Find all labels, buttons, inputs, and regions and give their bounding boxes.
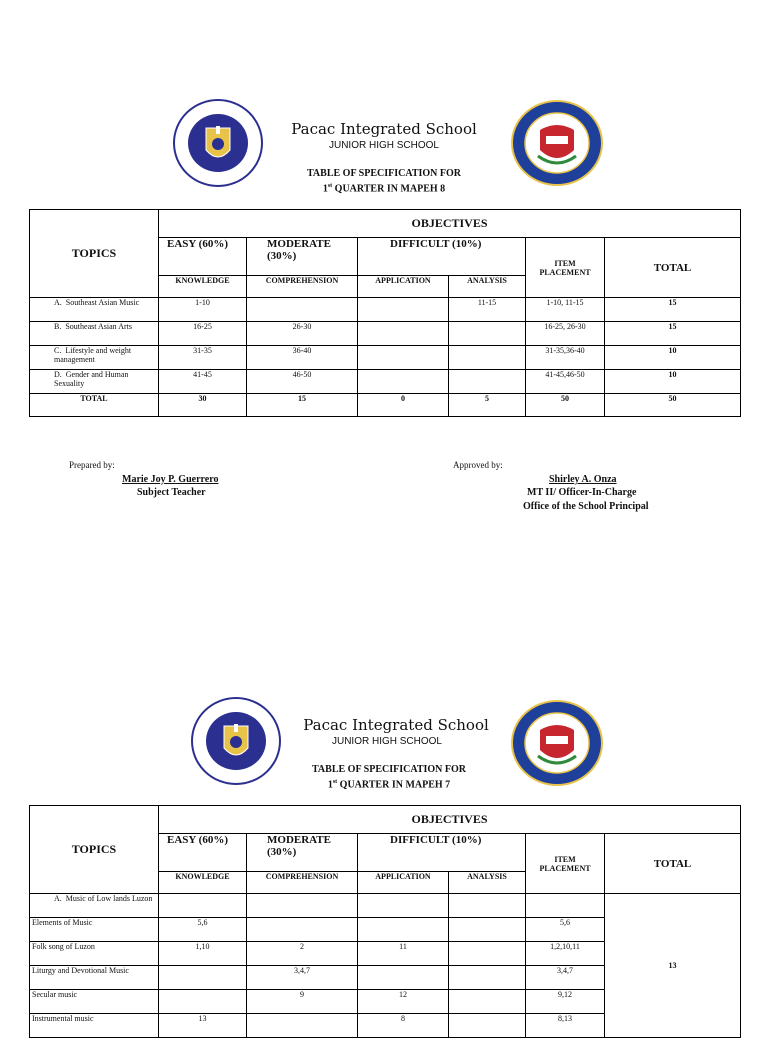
placement-cell: 3,4,7 xyxy=(526,966,605,990)
school-level: JUNIOR HIGH SCHOOL xyxy=(331,736,442,747)
analysis-cell xyxy=(449,918,526,942)
topic-letter: A. xyxy=(54,298,62,307)
knowledge-total: 30 xyxy=(159,394,247,417)
placement-cell: 5,6 xyxy=(526,918,605,942)
subtopic-cell: Secular music xyxy=(30,990,159,1014)
total-row-label: TOTAL xyxy=(30,394,159,417)
topic-group-cell xyxy=(30,894,159,918)
total-header: TOTAL xyxy=(605,238,741,298)
comprehension-cell xyxy=(247,298,358,322)
tos-title-sup: st xyxy=(327,183,333,189)
knowledge-cell: 1,10 xyxy=(159,942,247,966)
tos-title xyxy=(0,167,768,195)
table-row xyxy=(30,894,741,918)
placement-cell: 9,12 xyxy=(526,990,605,1014)
subtopic-cell: Folk song of Luzon xyxy=(30,942,159,966)
analysis-cell xyxy=(449,966,526,990)
prepared-by-role: Subject Teacher xyxy=(137,487,206,498)
topic-letter: B. xyxy=(54,322,62,331)
comprehension-cell xyxy=(247,1014,358,1038)
topic-name: Music of Low lands Luzon xyxy=(65,894,153,903)
analysis-total: 5 xyxy=(449,394,526,417)
tos-title-sup: st xyxy=(332,779,338,785)
topic-letter: A. xyxy=(54,894,62,903)
placement-cell: 1,2,10,11 xyxy=(526,942,605,966)
placement-cell: 8,13 xyxy=(526,1014,605,1038)
empty-cell xyxy=(358,894,449,918)
analysis-cell: 11-15 xyxy=(449,298,526,322)
group-total-cell: 13 xyxy=(605,894,741,1038)
placement-cell: 16-25, 26-30 xyxy=(526,322,605,346)
empty-cell xyxy=(159,894,247,918)
topic-name: Gender and Human Sexuality xyxy=(54,370,129,388)
comprehension-total: 15 xyxy=(247,394,358,417)
knowledge-header: KNOWLEDGE xyxy=(159,872,247,894)
knowledge-cell xyxy=(159,966,247,990)
tos-title-line2: QUARTER IN MAPEH 8 xyxy=(334,183,446,195)
school-level: JUNIOR HIGH SCHOOL xyxy=(328,140,439,151)
approved-by-office: Office of the School Principal xyxy=(523,501,649,512)
analysis-cell xyxy=(449,942,526,966)
application-cell xyxy=(358,918,449,942)
placement-cell: 41-45,46-50 xyxy=(526,370,605,394)
comprehension-cell: 46-50 xyxy=(247,370,358,394)
subtopic-cell: Instrumental music xyxy=(30,1014,159,1038)
application-cell: 11 xyxy=(358,942,449,966)
analysis-cell xyxy=(449,346,526,370)
application-header: APPLICATION xyxy=(358,872,449,894)
empty-cell xyxy=(526,894,605,918)
analysis-header: ANALYSIS xyxy=(449,872,526,894)
topic-letter: C. xyxy=(54,346,62,355)
comprehension-header: COMPREHENSION xyxy=(247,276,358,298)
total-cell: 10 xyxy=(605,346,741,370)
prepared-by-name: Marie Joy P. Guerrero xyxy=(122,474,219,485)
comprehension-cell: 2 xyxy=(247,942,358,966)
application-cell: 12 xyxy=(358,990,449,1014)
placement-cell: 31-35,36-40 xyxy=(526,346,605,370)
grand-total: 50 xyxy=(605,394,741,417)
placement-cell: 1-10, 11-15 xyxy=(526,298,605,322)
application-cell xyxy=(358,966,449,990)
total-cell: 10 xyxy=(605,370,741,394)
moderate-header: MODERATE (30%) xyxy=(247,238,358,276)
comprehension-header: COMPREHENSION xyxy=(247,872,358,894)
approved-by-role: MT II/ Officer-In-Charge xyxy=(527,487,637,498)
empty-cell xyxy=(247,894,358,918)
difficult-header: DIFFICULT (10%) xyxy=(358,238,526,276)
tos-title-line1: TABLE OF SPECIFICATION FOR xyxy=(307,168,461,179)
analysis-cell xyxy=(449,990,526,1014)
table-row xyxy=(30,370,741,394)
knowledge-cell: 31-35 xyxy=(159,346,247,370)
easy-header: EASY (60%) xyxy=(159,238,247,276)
knowledge-cell: 13 xyxy=(159,1014,247,1038)
table-row xyxy=(30,298,741,322)
topics-header: TOPICS xyxy=(30,210,159,298)
application-cell xyxy=(358,298,449,322)
objectives-header: OBJECTIVES xyxy=(159,806,741,834)
school-name: Pacac Integrated School xyxy=(303,716,489,734)
total-cell: 15 xyxy=(605,298,741,322)
placement-total: 50 xyxy=(526,394,605,417)
item-placement-header: ITEM PLACEMENT xyxy=(526,238,605,298)
knowledge-cell: 1-10 xyxy=(159,298,247,322)
objectives-header: OBJECTIVES xyxy=(159,210,741,238)
topics-header: TOPICS xyxy=(30,806,159,894)
application-cell xyxy=(358,322,449,346)
tos-title-line1: TABLE OF SPECIFICATION FOR xyxy=(312,764,466,775)
comprehension-cell xyxy=(247,918,358,942)
analysis-cell xyxy=(449,1014,526,1038)
analysis-cell xyxy=(449,322,526,346)
empty-cell xyxy=(449,894,526,918)
analysis-cell xyxy=(449,370,526,394)
topic-cell xyxy=(30,370,159,394)
topic-cell xyxy=(30,298,159,322)
specification-table-mapeh7 xyxy=(29,805,741,1038)
moderate-header: MODERATE (30%) xyxy=(247,834,358,872)
topic-cell xyxy=(30,322,159,346)
total-row xyxy=(30,394,741,417)
subtopic-cell: Elements of Music xyxy=(30,918,159,942)
application-cell xyxy=(358,346,449,370)
difficult-header: DIFFICULT (10%) xyxy=(358,834,526,872)
subtopic-cell: Liturgy and Devotional Music xyxy=(30,966,159,990)
prepared-by-label: Prepared by: xyxy=(69,460,115,470)
approved-by-name: Shirley A. Onza xyxy=(549,474,617,485)
total-cell: 15 xyxy=(605,322,741,346)
knowledge-cell xyxy=(159,990,247,1014)
topic-name: Southeast Asian Arts xyxy=(65,322,133,331)
specification-table-mapeh8 xyxy=(29,209,741,417)
school-name: Pacac Integrated School xyxy=(291,120,477,138)
tos-title-ordinal: 1 xyxy=(322,183,328,195)
knowledge-cell: 16-25 xyxy=(159,322,247,346)
total-header: TOTAL xyxy=(605,834,741,894)
knowledge-cell: 5,6 xyxy=(159,918,247,942)
topic-name: Lifestyle and weight management xyxy=(54,346,132,364)
item-placement-header: ITEM PLACEMENT xyxy=(526,834,605,894)
comprehension-cell: 36-40 xyxy=(247,346,358,370)
knowledge-cell: 41-45 xyxy=(159,370,247,394)
topic-name: Southeast Asian Music xyxy=(65,298,140,307)
comprehension-cell: 26-30 xyxy=(247,322,358,346)
table-row xyxy=(30,322,741,346)
comprehension-cell: 9 xyxy=(247,990,358,1014)
tos-title xyxy=(5,763,768,791)
tos-title-line2: QUARTER IN MAPEH 7 xyxy=(339,779,451,791)
tos-title-ordinal: 1 xyxy=(327,779,333,791)
easy-header: EASY (60%) xyxy=(159,834,247,872)
application-header: APPLICATION xyxy=(358,276,449,298)
comprehension-cell: 3,4,7 xyxy=(247,966,358,990)
analysis-header: ANALYSIS xyxy=(449,276,526,298)
knowledge-header: KNOWLEDGE xyxy=(159,276,247,298)
table-row xyxy=(30,346,741,370)
topic-cell xyxy=(30,346,159,370)
application-total: 0 xyxy=(358,394,449,417)
application-cell xyxy=(358,370,449,394)
topic-letter: D. xyxy=(54,370,62,379)
application-cell: 8 xyxy=(358,1014,449,1038)
approved-by-label: Approved by: xyxy=(453,460,503,470)
